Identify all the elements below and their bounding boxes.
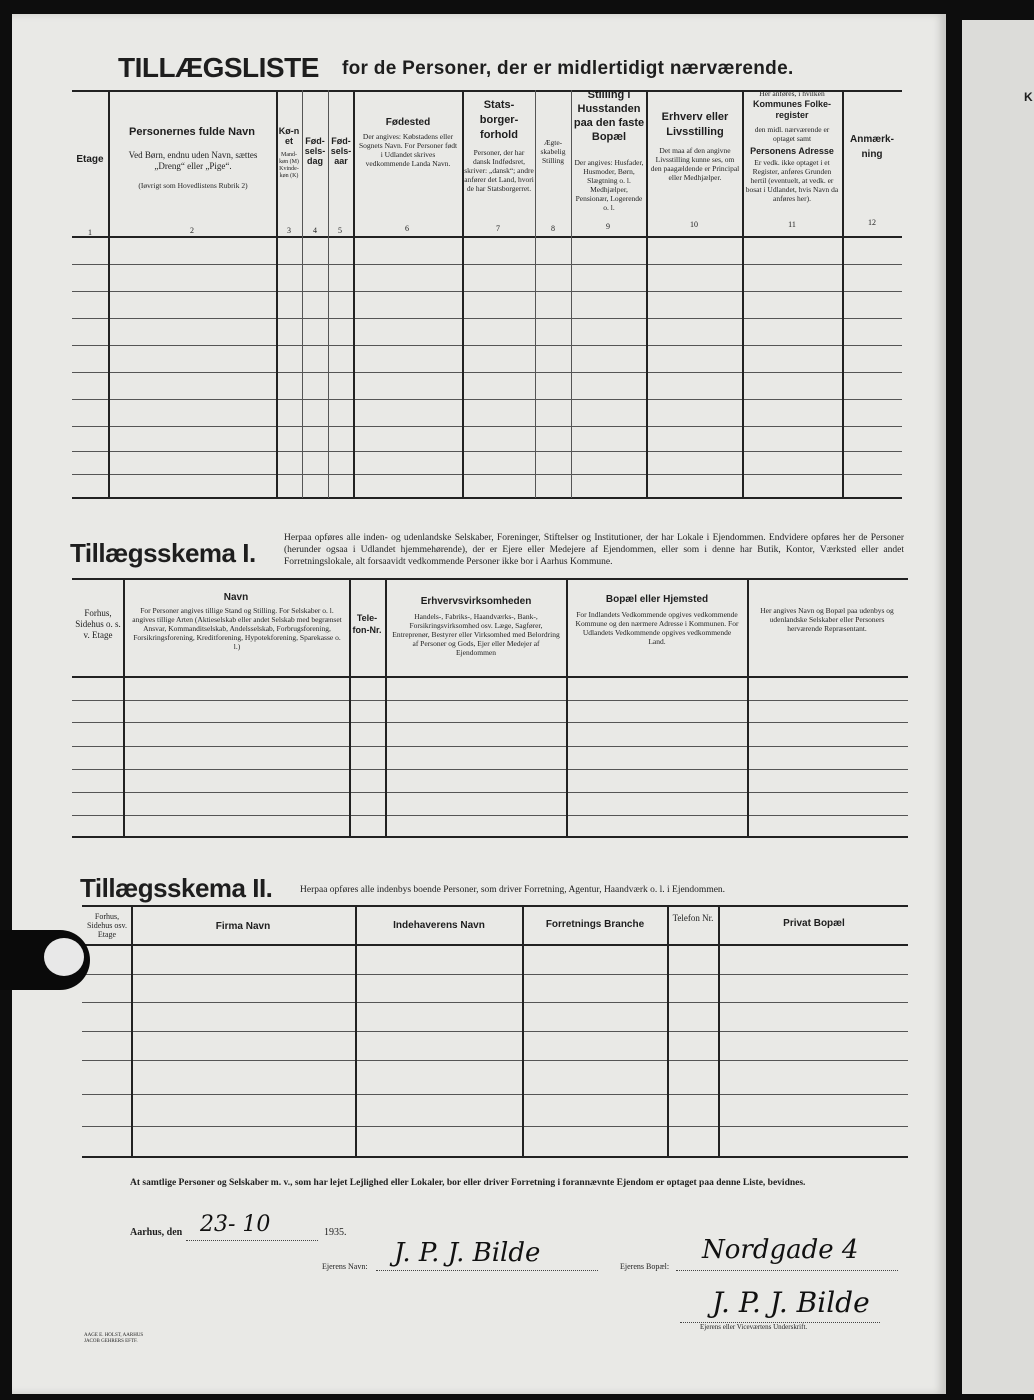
col-etage: Etage <box>76 154 104 165</box>
col-foedselsaar: Fød-sels-aar <box>330 136 352 166</box>
s2-col-etage: Forhus, Sidehus osv. Etage <box>87 912 127 939</box>
colnum-6: 6 <box>405 224 409 233</box>
col-stilling-sub: Der angives: Husfader, Husmoder, Børn, Slægtning o. l. Medhjælper, Pensionær, Logerende o. l. <box>574 158 644 212</box>
adjacent-page <box>962 20 1034 1394</box>
adjacent-page-letter: K <box>1024 90 1033 104</box>
col-register-pre: Her anføres, i hvilken <box>759 89 825 98</box>
colnum-2: 2 <box>190 226 194 235</box>
s1-col-navn: Navn <box>223 592 249 603</box>
col-navn-sub: Ved Børn, endnu uden Navn, sættes „Dreng“ eller „Pige“. <box>128 150 258 171</box>
colnum-3: 3 <box>287 226 291 235</box>
skema1-title: Tillægsskema I. <box>70 538 256 568</box>
skema2-title: Tillægsskema II. <box>80 873 273 903</box>
col-foedested-sub: Der angives: Købstadens eller Sognets Navn. For Personer født i Udlandet skrives vedkommende Landa Navn. <box>358 132 458 168</box>
col-statsborger-sub: Personer, der har dansk Indfødsret, skriver: „dansk“; andre anfører det Land, hvori de har Statsborgerret. <box>464 148 534 193</box>
owner-address-handwritten: Nordgade 4 <box>702 1235 859 1265</box>
colnum-10: 10 <box>690 220 698 229</box>
s1-col-telefon: Tele-fon-Nr. <box>352 613 382 635</box>
printer-imprint: AAGE E. HOLST, AARHUS JACOB GEHRERS EFTF. <box>84 1333 144 1344</box>
colnum-11: 11 <box>788 220 796 229</box>
col-statsborger: Stats-borger-forhold <box>479 99 519 141</box>
col-aegteskab: Ægte-skabelig Stilling <box>540 138 566 165</box>
date-handwritten: 23- 10 <box>200 1212 271 1237</box>
col-foedselsdag: Fød-sels-dag <box>304 136 326 166</box>
col-register-mid: den midl. nærværende er optaget samt <box>754 125 830 143</box>
s2-col-branche: Forretnings Branche <box>545 919 645 930</box>
s1-col-erhverv-sub: Handels-, Fabriks-, Haandværks-, Bank-, Forsikringsvirksomhed osv. Læge, Sagfører, Entreprenør, Bestyrer eller Virksomhed med Belordring af Personer og Gods, Ejer eller Medejer af Ejendommen <box>392 612 560 657</box>
colnum-5: 5 <box>338 226 342 235</box>
tillaegsliste-title: TILLÆGSLISTE <box>118 52 319 83</box>
colnum-12: 12 <box>868 218 876 227</box>
colnum-9: 9 <box>606 222 610 231</box>
skema2-intro: Herpaa opføres alle indenbys boende Personer, som driver Forretning, Agentur, Haandværk o. l. i Ejendommen. <box>300 885 726 895</box>
col-koen: Kø-net <box>278 126 300 146</box>
owner-name-label: Ejerens Navn: <box>322 1262 368 1271</box>
col-adresse-sub: Er vedk. ikke optaget i et Register, anføres Grunden hertil (eventuelt, at vedk. er bosat i Udlandet, hvis Navn da anføres her). <box>745 158 839 203</box>
tillaegsliste-subtitle: for de Personer, der er midlertidigt nærværende. <box>342 58 794 79</box>
s2-col-telefon: Telefon Nr. <box>672 913 714 923</box>
colnum-1: 1 <box>88 228 92 237</box>
col-navn: Personernes fulde Navn <box>129 126 255 138</box>
col-navn-note: (Iøvrigt som Hovedlistens Rubrik 2) <box>138 181 248 190</box>
year-label: 1935. <box>324 1227 347 1238</box>
certification-statement: At samtlige Personer og Selskaber m. v., som har lejet Lejlighed eller Lokaler, bor eller driver Forretning i forannævnte Ejendom er optaget paa denne Liste, bevidnes. <box>130 1178 806 1188</box>
signature-handwritten: J. P. J. Bilde <box>712 1286 870 1319</box>
col-anmaerkning: Anmærk-ning <box>850 134 894 160</box>
date-city-label: Aarhus, den <box>130 1227 183 1238</box>
s1-col-bopael-sub: For Indlandets Vedkommende opgives vedkommende Kommune og den nærmere Adresse i Kommunen. For Udlandets Vedkommende opgives vedkommende Land. <box>575 610 739 646</box>
colnum-7: 7 <box>496 224 500 233</box>
s1-col-navn-sub: For Personer angives tillige Stand og Stilling. For Selskaber o. l. angives tillige Arten (Aktieselskab eller andet Selskab med begrænset Ansvar, Kommanditselskab, Andelsselskab, Forbrugsforening, Forsikringsforening, Kreditforening, Hypotekforening, Sparekasse o. l.) <box>132 606 342 651</box>
owner-name-handwritten: J. P. J. Bilde <box>394 1238 541 1268</box>
col-foedested: Fødested <box>385 117 431 128</box>
s1-col-repraesentant: Her angives Navn og Bopæl paa udenbys og udenlandske Selskaber eller Personers herværende Repræsentant. <box>760 606 894 633</box>
s1-col-etage: Forhus, Sidehus o. s. v. Etage <box>75 608 121 640</box>
s2-col-bopael: Privat Bopæl <box>783 918 845 929</box>
s2-col-firma: Firma Navn <box>215 921 271 932</box>
thumbnail-nail <box>44 938 84 976</box>
col-stilling-husstand: Stilling i Husstanden paa den faste Bopæl <box>573 89 645 143</box>
col-erhverv: Erhverv eller Livsstilling <box>661 111 729 138</box>
colnum-4: 4 <box>313 226 317 235</box>
s1-col-erhverv: Erhvervsvirksomheden <box>420 596 532 607</box>
col-register: Kommunes Folke-register <box>752 99 831 120</box>
s2-col-indehaver: Indehaverens Navn <box>393 920 485 931</box>
colnum-8: 8 <box>551 224 555 233</box>
s1-col-bopael: Bopæl eller Hjemsted <box>605 594 709 605</box>
skema1-intro: Herpaa opføres alle inden- og udenlandske Selskaber, Foreninger, Stiftelser og Institutioner, der har Lokale i Ejendommen. Endvidere opføres her de Personer (herunder ogsaa i Udlandet hjemmehørende), der er Ejere eller Medejere af Ejendommen, eller som i denne har Butik, Kontor, Værksted eller andet Forretningslokale, alt forsaavidt vedkommende Personer ikke bor i Aarhus Kommune. <box>284 533 904 567</box>
owner-address-label: Ejerens Bopæl: <box>620 1262 670 1271</box>
col-adresse: Personens Adresse <box>750 146 834 156</box>
signature-label: Ejerens eller Viceværtens Underskrift. <box>700 1323 808 1331</box>
col-erhverv-sub: Det maa af den angivne Livsstilling kunne ses, om den paagældende er Principal eller Medhjælper. <box>650 146 740 182</box>
col-koen-sub: Mand-køn (M) Kvinde-køn (K) <box>279 152 299 179</box>
